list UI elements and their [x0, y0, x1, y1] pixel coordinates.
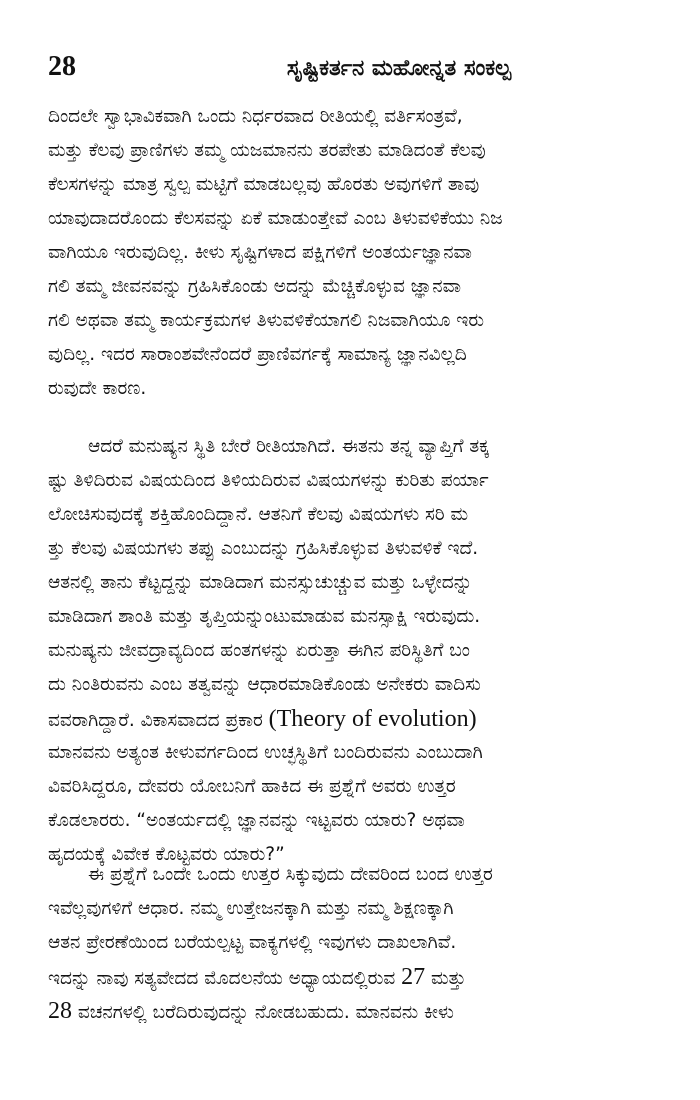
line-text: ಇದನ್ನು ನಾವು ಸತ್ಯವೇದದ ಮೊದಲನೆಯ ಅಧ್ಯಾಯದಲ್ಲಿರುವ [48, 968, 396, 989]
text-line: ದು ನಿಂತಿರುವನು ಎಂಬ ತತ್ವವನ್ನು ಆಧಾರಮಾಡಿಕೊಂಡು ಅನೇಕರು ವಾದಿಸು [48, 674, 481, 695]
text-line: ಮತ್ತು ಕೆಲವು ಪ್ರಾಣಿಗಳು ತಮ್ಮ ಯಜಮಾನನು ತರಪೇತು ಮಾಡಿದಂತೆ ಕೆಲವು [48, 140, 486, 161]
text-line: ಹೃದಯಕ್ಕೆ ವಿವೇಕ ಕೊಟ್ಟವರು ಯಾರು?” [48, 844, 285, 865]
paragraph-3 [48, 858, 648, 1028]
page-number: 28 [48, 51, 76, 82]
text-line: ಲೋಚಿಸುವುದಕ್ಕೆ ಶಕ್ತಿಹೊಂದಿದ್ದಾನೆ. ಆತನಿಗೆ ಕೆಲವು ವಿಷಯಗಳು ಸರಿ ಮ [48, 504, 469, 525]
line-text: ವಚನಗಳಲ್ಲಿ ಬರೆದಿರುವುದನ್ನು ನೋಡಬಹುದು. ಮಾನವನು ಕೀಳು [77, 1002, 454, 1023]
text-line: ಇವೆಲ್ಲವುಗಳಿಗೆ ಆಧಾರ. ನಮ್ಮ ಉತ್ತೇಜನಕ್ಕಾಗಿ ಮತ್ತು ನಮ್ಮ ಶಿಕ್ಷಣಕ್ಕಾಗಿ [48, 898, 454, 919]
text-line: ವುದಿಲ್ಲ. ಇದರ ಸಾರಾಂಶವೇನೆಂದರೆ ಪ್ರಾಣಿವರ್ಗಕ್ಕೆ ಸಾಮಾನ್ಯ ಜ್ಞಾನವಿಲ್ಲದಿ [48, 344, 467, 365]
text-line: ಆತನ ಪ್ರೇರಣೆಯಿಂದ ಬರೆಯಲ್ಪಟ್ಟ ವಾಕ್ಯಗಳಲ್ಲಿ ಇವುಗಳು ದಾಖಲಾಗಿವೆ. [48, 932, 457, 953]
text-line-with-number [48, 994, 648, 1028]
text-line: ತ್ತು ಕೆಲವು ವಿಷಯಗಳು ತಪ್ಪು ಎಂಬುದನ್ನು ಗ್ರಹಿಸಿಕೊಳ್ಳುವ ತಿಳುವಳಿಕೆ ಇದೆ. [48, 538, 479, 559]
line-text-tail: ಮತ್ತು [431, 968, 466, 989]
text-line: ವಿವರಿಸಿದ್ದರೂ, ದೇವರು ಯೋಬನಿಗೆ ಹಾಕಿದ ಈ ಪ್ರಶ್ನೆಗೆ ಅವರು ಉತ್ತರ [48, 776, 456, 797]
text-line: ಆದರೆ ಮನುಷ್ಯನ ಸ್ಥಿತಿ ಬೇರೆ ರೀತಿಯಾಗಿದೆ. ಈತನು ತನ್ನ ವ್ಯಾಪ್ತಿಗೆ ತಕ್ಕ [88, 436, 490, 457]
text-line: ದಿಂದಲೇ ಸ್ವಾಭಾವಿಕವಾಗಿ ಒಂದು ನಿರ್ಧರವಾದ ರೀತಿಯಲ್ಲಿ ವರ್ತಿಸಂತ್ರವೆ, [48, 106, 463, 127]
text-line: ಕೆಲಸಗಳನ್ನು ಮಾತ್ರ ಸ್ವಲ್ಪ ಮಟ್ಟಿಗೆ ಮಾಡಬಲ್ಲವು ಹೊರತು ಅವುಗಳಿಗೆ ತಾವು [48, 174, 480, 195]
text-line-with-number [48, 960, 648, 994]
line-text: ವವರಾಗಿದ್ದಾರೆ. ವಿಕಾಸವಾದದ ಪ್ರಕಾರ [48, 710, 263, 731]
text-line: ಮಾನವನು ಅತ್ಯಂತ ಕೀಳುವರ್ಗದಿಂದ ಉಚ್ಛಸ್ಥಿತಿಗೆ ಬಂದಿರುವನು ಎಂಬುದಾಗಿ [48, 742, 483, 763]
running-title: ಸೃಷ್ಟಿಕರ್ತನ ಮಹೋನ್ನತ ಸಂಕಲ್ಪ [286, 56, 512, 81]
chapter-number: 27 [401, 964, 426, 990]
text-line: ಈ ಪ್ರಶ್ನೆಗೆ ಒಂದೇ ಒಂದು ಉತ್ತರ ಸಿಕ್ಕುವುದು ದೇವರಿಂದ ಬಂದ ಉತ್ತರ [88, 864, 493, 885]
page-header [48, 50, 660, 90]
text-line: ಗಲಿ ತಮ್ಮ ಜೀವನವನ್ನು ಗ್ರಹಿಸಿಕೊಂಡು ಅದನ್ನು ಮೆಚ್ಚಿಕೊಳ್ಳುವ ಜ್ಞಾನವಾ [48, 276, 461, 297]
english-term: (Theory of evolution) [268, 706, 477, 732]
text-line: ಮನುಷ್ಯನು ಜೀವದ್ರಾವ್ಯದಿಂದ ಹಂತಗಳನ್ನು ಏರುತ್ತಾ ಈಗಿನ ಪರಿಸ್ಥಿತಿಗೆ ಬಂ [48, 640, 470, 661]
text-line: ಯಾವುದಾದರೊಂದು ಕೆಲಸವನ್ನು ಏಕೆ ಮಾಡುಂತ್ತೇವೆ ಎಂಬ ತಿಳುವಳಿಕೆಯು ನಿಜ [48, 208, 503, 229]
text-line: ರುವುದೇ ಕಾರಣ. [48, 378, 147, 399]
text-line: ಕೊಡಲಾರರು. “ಅಂತರ್ಯದಲ್ಲಿ ಜ್ಞಾನವನ್ನು ಇಟ್ಟವರು ಯಾರು? ಅಥವಾ [48, 810, 465, 831]
text-line: ಗಲಿ ಅಥವಾ ತಮ್ಮ ಕಾರ್ಯಕ್ರಮಗಳ ತಿಳುವಳಿಕೆಯಾಗಲಿ ನಿಜವಾಗಿಯೂ ಇರು [48, 310, 484, 331]
paragraph-2 [48, 430, 648, 872]
text-line: ವಾಗಿಯೂ ಇರುವುದಿಲ್ಲ. ಕೀಳು ಸೃಷ್ಟಿಗಳಾದ ಪಕ್ಷಿಗಳಿಗೆ ಅಂತರ್ಯಜ್ಞಾನವಾ [48, 242, 472, 263]
verse-number: 28 [48, 998, 72, 1024]
text-line-with-english [48, 702, 648, 736]
paragraph-1 [48, 100, 648, 406]
text-line: ಮಾಡಿದಾಗ ಶಾಂತಿ ಮತ್ತು ತೃಪ್ತಿಯನ್ನುಂಟುಮಾಡುವ ಮನಸ್ಸಾಕ್ಷಿ ಇರುವುದು. [48, 606, 481, 627]
text-line: ಆತನಲ್ಲಿ ತಾನು ಕೆಟ್ಟದ್ದನ್ನು ಮಾಡಿದಾಗ ಮನಸ್ಸುಚುಚ್ಚುವ ಮತ್ತು ಒಳ್ಳೇದನ್ನು [48, 572, 473, 593]
text-line: ಷ್ಟು ತಿಳಿದಿರುವ ವಿಷಯದಿಂದ ತಿಳಿಯದಿರುವ ವಿಷಯಗಳನ್ನು ಕುರಿತು ಪರ್ಯಾ [48, 470, 489, 491]
